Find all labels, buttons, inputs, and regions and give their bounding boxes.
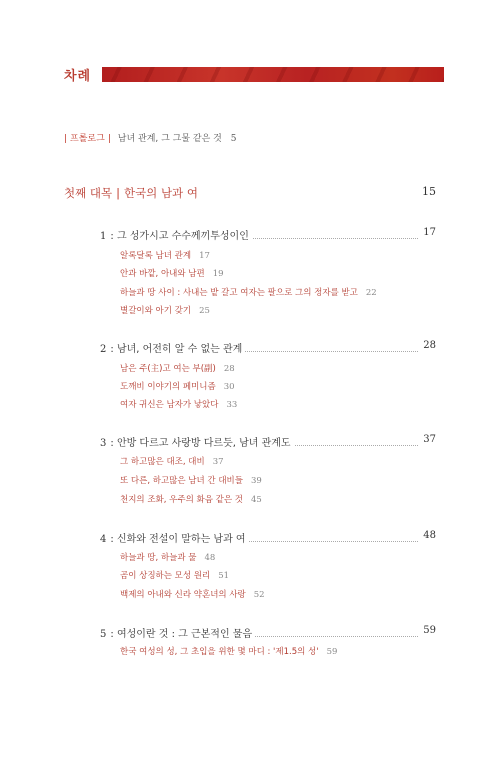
chapter-title: 여성이란 것 : 그 근본적인 물음 <box>116 629 253 640</box>
chapter-4[interactable]: 4 : 신화와 전설이 말하는 남과 여 48 <box>100 530 436 545</box>
prologue-entry[interactable]: | 프롤로그 | 남녀 관계, 그 그물 같은 것 5 <box>64 134 237 144</box>
chapter-page: 28 <box>423 340 436 351</box>
chapter-page: 59 <box>423 625 436 636</box>
chapter-5[interactable]: 5 : 여성이란 것 : 그 근본적인 물음 59 <box>100 625 436 640</box>
decorative-red-band <box>102 67 444 82</box>
prologue-page: 5 <box>230 134 237 144</box>
prologue-text: 남녀 관계, 그 그물 같은 것 <box>117 134 222 144</box>
chapter-title: 안방 다르고 사랑방 다르듯, 남녀 관계도 <box>116 438 291 449</box>
section-item[interactable]: 안과 바깥, 아내와 남편 19 <box>120 269 224 279</box>
prologue-tag: 프롤로그 <box>70 134 105 144</box>
chapter-title: 그 성가시고 수수께끼투성이인 <box>116 231 249 242</box>
chapter-number: 1 <box>100 231 107 242</box>
chapter-title: 남녀, 어전히 알 수 없는 관계 <box>116 344 243 355</box>
chapter-number: 5 <box>100 629 107 640</box>
section-item[interactable]: 알록달록 남녀 관계 17 <box>120 251 210 261</box>
chapter-number: 2 <box>100 344 107 355</box>
section-item[interactable]: 남은 주(主)고 여는 부(副) 28 <box>120 364 235 374</box>
chapter-page: 37 <box>423 434 436 445</box>
section-item[interactable]: 별갈이와 아기 갖기 25 <box>120 306 210 316</box>
chapter-page: 17 <box>423 227 436 238</box>
toc-title: 차례 <box>64 69 92 84</box>
toc-header <box>64 63 444 85</box>
part-label: 첫째 대목 <box>64 186 113 200</box>
chapter-2[interactable]: 2 : 남녀, 어전히 알 수 없는 관계 28 <box>100 340 436 355</box>
chapter-1[interactable]: 1 : 그 성가시고 수수께끼투성이인 17 <box>100 227 436 242</box>
part-page: 15 <box>422 185 436 198</box>
section-item[interactable]: 하늘과 땅 사이 : 사내는 밭 갈고 여자는 팔으로 그의 정자를 받고 22 <box>120 288 377 298</box>
chapter-number: 3 <box>100 438 107 449</box>
section-item[interactable]: 또 다른, 하고많은 남녀 간 대비들 39 <box>120 476 262 486</box>
section-item[interactable]: 하늘과 땅, 하늘과 물 48 <box>120 553 216 563</box>
section-item[interactable]: 곰이 상징하는 모성 원리 51 <box>120 571 230 581</box>
section-item[interactable]: 한국 여성의 성, 그 초입을 위한 몇 마디 : '제1.5의 성' 59 <box>120 647 338 657</box>
section-item[interactable]: 그 하고많은 대조, 대비 37 <box>120 457 224 467</box>
section-item[interactable]: 여자 귀신은 남자가 낳았다 33 <box>120 400 238 410</box>
chapter-page: 48 <box>423 530 436 541</box>
chapter-3[interactable]: 3 : 안방 다르고 사랑방 다르듯, 남녀 관계도 37 <box>100 434 436 449</box>
section-item[interactable]: 천지의 조화, 우주의 화음 같은 것 45 <box>120 495 262 505</box>
section-item[interactable]: 백제의 아내와 신라 약혼녀의 사랑 52 <box>120 590 265 600</box>
part-heading[interactable]: 첫째 대목 | 한국의 남과 여 15 <box>64 185 436 200</box>
part-title: 한국의 남과 여 <box>123 186 198 200</box>
chapter-number: 4 <box>100 534 107 545</box>
section-item[interactable]: 도깨비 이야기의 페미니즘 30 <box>120 382 235 392</box>
chapter-title: 신화와 전설이 말하는 남과 여 <box>116 534 246 545</box>
